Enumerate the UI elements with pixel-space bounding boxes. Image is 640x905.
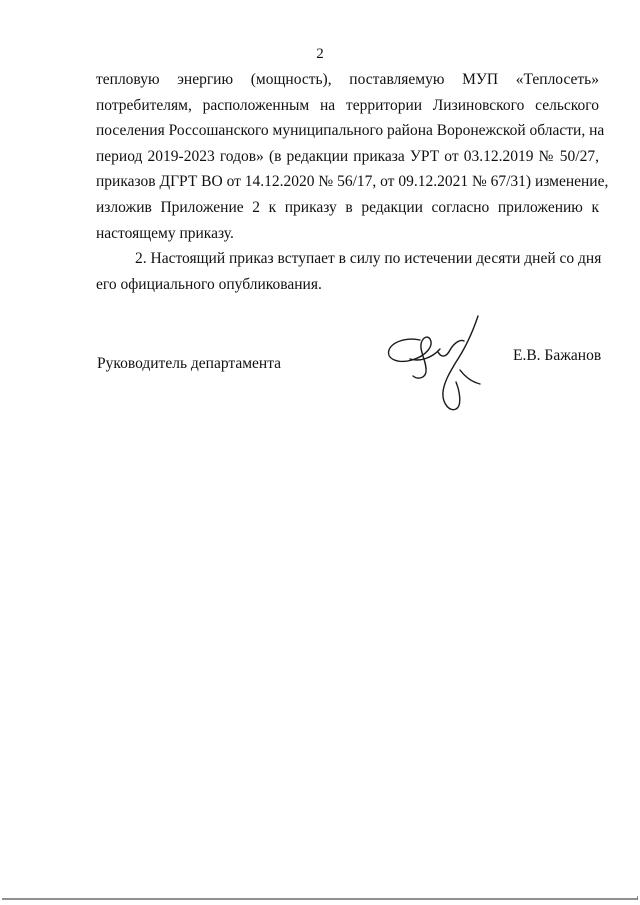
signer-name: Е.В. Бажанов (513, 347, 602, 364)
signer-title: Руководитель департамента (97, 355, 282, 372)
paragraph-line: 2. Настоящий приказ вступает в силу по истечении десяти дней со дня (135, 250, 602, 267)
paragraph-line: поселения Россошанского муниципального района Воронежской области, на (96, 122, 605, 139)
paragraph-line: потребителям, расположенным на территории Лизиновского сельского (96, 97, 599, 114)
handwritten-signature (380, 312, 490, 424)
paragraph-line: изложив Приложение 2 к приказу в редакции согласно приложению к (96, 199, 599, 216)
paragraph-line: тепловую энергию (мощность), поставляемую МУП «Теплосеть» (96, 71, 599, 88)
paragraph-line: настоящему приказу. (96, 225, 234, 242)
paragraph-line: приказов ДГРТ ВО от 14.12.2020 № 56/17, от 09.12.2021 № 67/31) изменение, (96, 173, 609, 190)
paragraph-line: период 2019-2023 годов» (в редакции приказа УРТ от 03.12.2019 № 50/27, (96, 148, 599, 165)
paragraph-line: его официального опубликования. (96, 276, 322, 293)
scan-edge-line (2, 893, 638, 903)
page-number: 2 (316, 46, 324, 62)
